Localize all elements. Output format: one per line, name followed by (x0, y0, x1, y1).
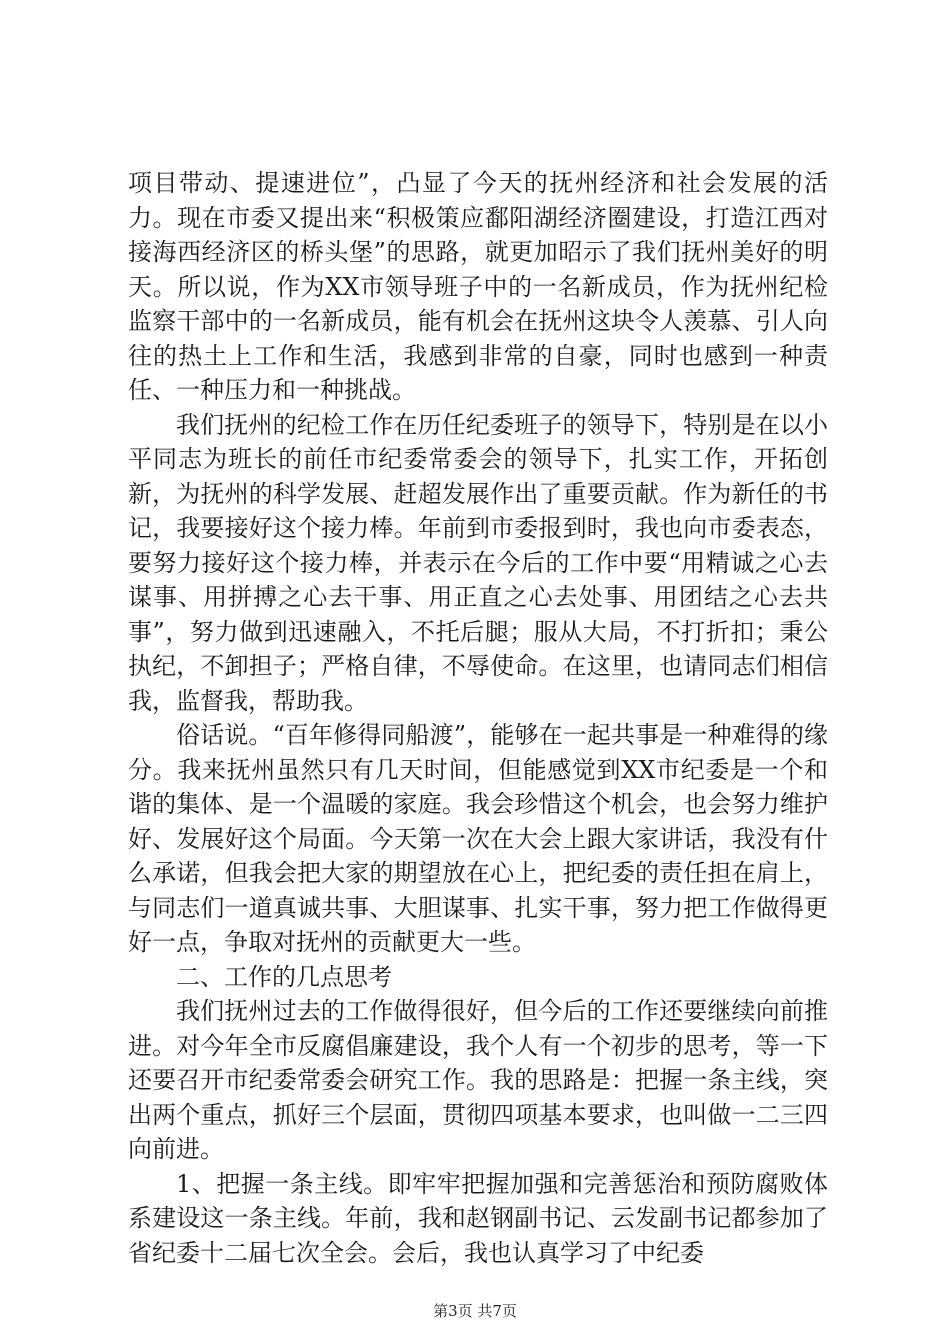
section-heading: 二、工作的几点思考 (176, 962, 392, 991)
paragraph-3: 俗话说。“百年修得同船渡”，能够在一起共事是一种难得的缘分。我来抚州虽然只有几天时间，但能感觉到XX市纪委是一个和谐的集体、是一个温暖的家庭。我会珍惜这个机会，也会努力维护好、发展好这个局面。今天第一次在大会上跟大家讲话，我没有什么承诺，但我会把大家的期望放在心上，把纪委的责任担在肩上，与同志们一道真诚共事、大胆谋事、扎实干事，努力把工作做得更好一点，争取对抚州的贡献更大一些。 (128, 721, 828, 956)
paragraph-4: 我们抚州过去的工作做得很好，但今后的工作还要继续向前推进。对今年全市反腐倡廉建设，我个人有一个初步的思考，等一下还要召开市纪委常委会研究工作。我的思路是：把握一条主线，突出两个重点，抓好三个层面，贯彻四项基本要求，也叫做一二三四向前进。 (128, 997, 828, 1163)
paragraph-5: 1、把握一条主线。即牢牢把握加强和完善惩治和预防腐败体系建设这一条主线。年前，我和赵钢副书记、云发副书记都参加了省纪委十二届七次全会。会后，我也认真学习了中纪委 (128, 1169, 828, 1267)
paragraph-1: 项目带动、提速进位”，凸显了今天的抚州经济和社会发展的活力。现在市委又提出来“积极策应鄱阳湖经济圈建设，打造江西对接海西经济区的桥头堡”的思路，就更加昭示了我们抚州美好的明天。所以说，作为XX市领导班子中的一名新成员，作为抚州纪检监察干部中的一名新成员，能有机会在抚州这块令人羡慕、引人向往的热土上工作和生活，我感到非常的自豪，同时也感到一种责任、一种压力和一种挑战。 (128, 169, 828, 404)
paragraph-2: 我们抚州的纪检工作在历任纪委班子的领导下，特别是在以小平同志为班长的前任市纪委常委会的领导下，扎实工作，开拓创新，为抚州的科学发展、赶超发展作出了重要贡献。作为新任的书记，我要接好这个接力棒。年前到市委报到时，我也向市委表态，要努力接好这个接力棒，并表示在今后的工作中要“用精诚之心去谋事、用拼搏之心去干事、用正直之心去处事、用团结之心去共事”，努力做到迅速融入，不托后腿；服从大局，不打折扣；秉公执纪，不卸担子；严格自律，不辱使命。在这里，也请同志们相信我，监督我，帮助我。 (128, 410, 828, 715)
document-body (128, 166, 828, 1270)
page-number-footer: 第3页 共7页 (433, 1302, 517, 1320)
